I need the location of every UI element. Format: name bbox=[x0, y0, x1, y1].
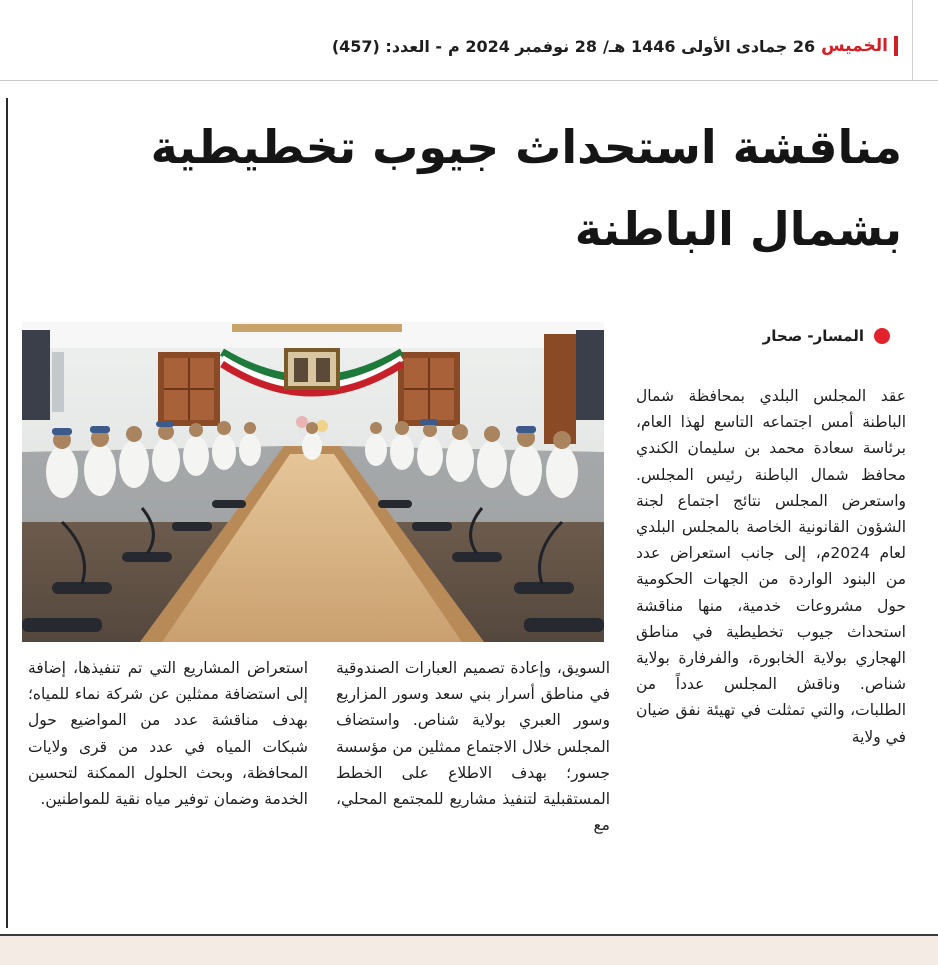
frame-edge bbox=[912, 0, 913, 80]
byline-text: المسار- صحار bbox=[762, 327, 864, 345]
dateline-gregorian-date: 28 نوفمبر 2024 م bbox=[448, 36, 597, 56]
dateline-issue-number: - العدد: (457) bbox=[331, 36, 443, 56]
dateline-day: الخميس bbox=[821, 36, 888, 56]
article-column-right: عقد المجلس البلدي بمحافظة شمال الباطنة أمس اجتماعه التاسع لهذا العام، برئاسة سعادة محمد بن سليمان الكندي محافظ شمال الباطنة رئيس المجلس. واستعرض المجلس نتائج اجتماع لجنة الشؤون القانونية الخاصة بالمجلس البلدي لعام 2024م، إلى جانب استعراض عدد من البنود الواردة من الجهات الحكومية حول مشروعات خدمية، منها مناقشة استحداث جيوب تخطيطية في مناطق الهجاري بولاية الخابورة، والفرفارة بولاية شناص. وناقش المجلس عدداً من الطلبات، والتي تمثلت في تهيئة نفق ضيان في ولاية bbox=[636, 387, 906, 746]
byline bbox=[763, 327, 890, 345]
left-column-rule bbox=[6, 98, 8, 928]
byline-bullet-icon bbox=[874, 328, 890, 344]
dateline bbox=[332, 34, 898, 58]
article-column-middle: السويق، وإعادة تصميم العبارات الصندوقية في مناطق أسرار بني سعد وسور المزاريع وسور العبري بولاية شناص. واستضاف المجلس خلال الاجتماع ممثلين من مؤسسة جسور؛ بهدف الاطلاع على الخطط المستقبلية لتنفيذ مشاريع للمجتمع المحلي، مع bbox=[336, 659, 610, 835]
dateline-accent-bar bbox=[894, 36, 898, 56]
dateline-hijri-date: 26 جمادى الأولى 1446 هـ/ bbox=[602, 36, 816, 56]
article-headline: مناقشة استحداث جيوب تخطيطية بشمال الباطنة bbox=[150, 120, 902, 256]
article-column-left: استعراض المشاريع التي تم تنفيذها، إضافة إلى استضافة ممثلين عن شركة نماء للمياه؛ بهدف مناقشة عدد من المواضيع حول شبكات المياه في عدد من قرى ولايات المحافظة، وبحث الحلول الممكنة لتحسين الخدمة وضمان توفير مياه نقية للمواطنين. bbox=[28, 659, 308, 809]
bottom-band bbox=[0, 936, 938, 965]
top-frame bbox=[0, 0, 938, 81]
meeting-photo bbox=[22, 322, 604, 642]
